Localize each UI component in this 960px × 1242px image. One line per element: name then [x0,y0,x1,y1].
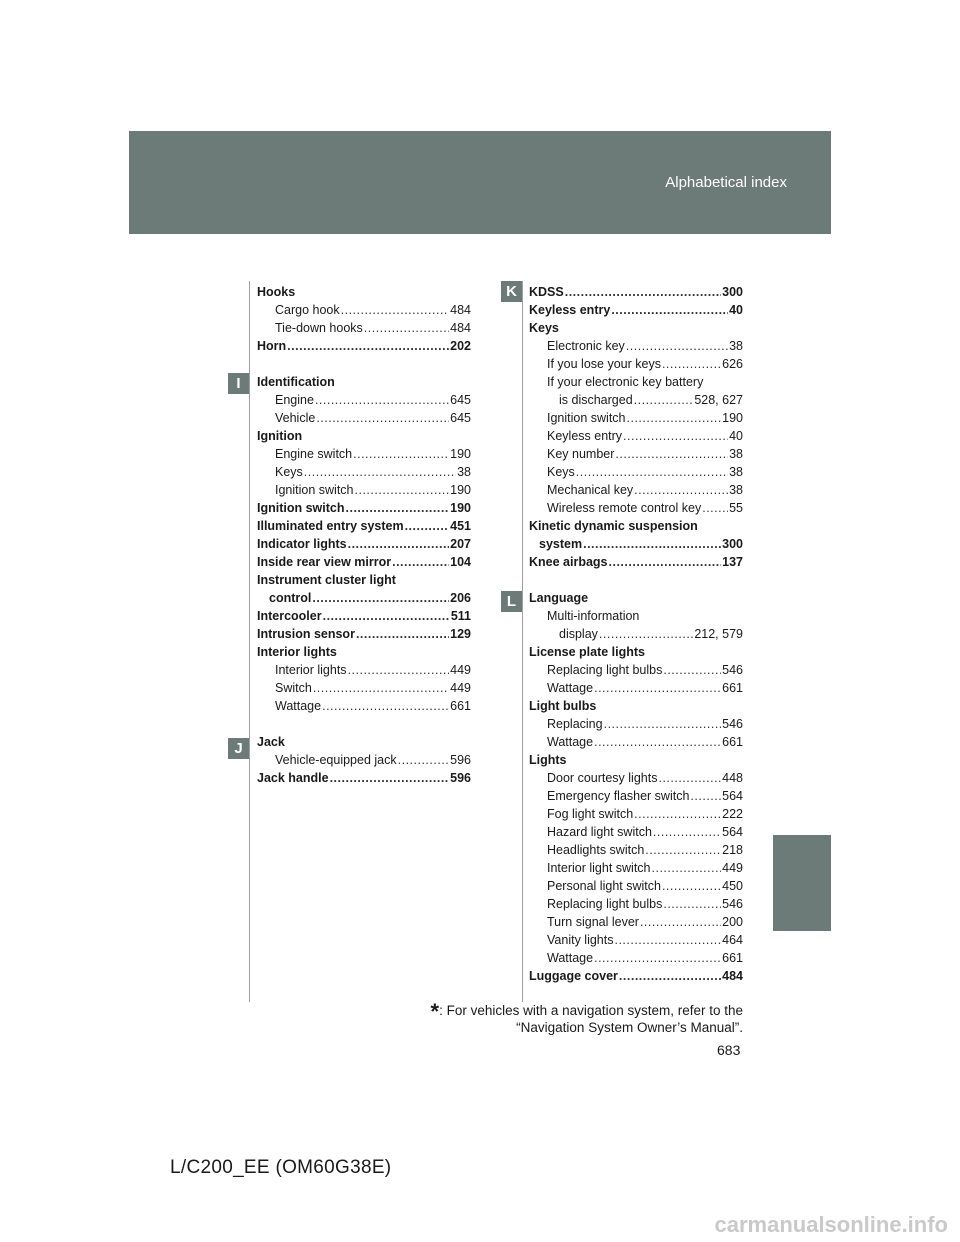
index-heading: Keys [529,321,559,335]
index-entry[interactable]: system ..... 300 [529,535,743,553]
index-entry[interactable]: Emergency flasher switch ..... 564 [529,787,743,805]
index-entry[interactable]: KDSS ..... 300 [529,283,743,301]
footnote-asterisk: * [430,999,440,1024]
index-entry[interactable]: Luggage cover ..... 484 [529,967,743,985]
index-entry[interactable]: Intrusion sensor ..... 129 [257,625,471,643]
index-entry[interactable]: Switch ..... 449 [257,679,471,697]
index-column-right [529,283,743,985]
index-entry[interactable]: Electronic key ..... 38 [529,337,743,355]
index-entry[interactable]: is discharged ..... 528, 627 [529,391,743,409]
index-entry[interactable]: Replacing light bulbs ..... 546 [529,661,743,679]
footnote-line-2: “Navigation System Owner’s Manual”. [516,1020,743,1035]
index-entry[interactable]: Wireless remote control key ..... 55 [529,499,743,517]
index-entry[interactable]: Wattage ..... 661 [529,679,743,697]
index-entry[interactable]: Headlights switch ..... 218 [529,841,743,859]
index-entry[interactable]: Vanity lights ..... 464 [529,931,743,949]
index-heading: License plate lights [529,645,646,659]
section-side-tab [773,835,831,931]
index-entry[interactable]: If you lose your keys ..... 626 [529,355,743,373]
index-entry[interactable]: Engine ..... 645 [257,391,471,409]
index-entry[interactable]: Cargo hook ..... 484 [257,301,471,319]
index-heading: Kinetic dynamic suspension [529,519,698,533]
index-entry[interactable]: Ignition switch ..... 190 [257,481,471,499]
index-heading: Lights [529,753,567,767]
index-entry[interactable]: Keyless entry ..... 40 [529,301,743,319]
index-heading: Hooks [257,285,296,299]
index-entry[interactable]: Knee airbags ..... 137 [529,553,743,571]
index-subheading: Multi-information [547,609,640,623]
footnote [430,999,743,1036]
index-entry[interactable]: control ..... 206 [257,589,471,607]
letter-marker-l: L [501,591,522,612]
letter-marker-i: I [228,373,249,394]
index-entry[interactable]: Mechanical key ..... 38 [529,481,743,499]
index-column-left [257,283,471,787]
index-entry[interactable]: Interior light switch ..... 449 [529,859,743,877]
index-entry[interactable]: Fog light switch ..... 222 [529,805,743,823]
header-band [129,131,831,234]
section-title: Alphabetical index [665,174,787,191]
index-entry[interactable]: Ignition switch ..... 190 [257,499,471,517]
index-entry[interactable]: Tie-down hooks ..... 484 [257,319,471,337]
index-heading: Instrument cluster light [257,573,396,587]
index-entry[interactable]: Key number ..... 38 [529,445,743,463]
index-entry[interactable]: Intercooler ..... 511 [257,607,471,625]
index-entry[interactable]: Ignition switch ..... 190 [529,409,743,427]
watermark: carmanualsonline.info [714,1212,948,1237]
document-code: L/C200_EE (OM60G38E) [170,1157,392,1178]
index-entry[interactable]: Vehicle-equipped jack ..... 596 [257,751,471,769]
index-entry[interactable]: Interior lights ..... 449 [257,661,471,679]
footnote-line-1: : For vehicles with a navigation system, refer to the [439,1003,743,1018]
index-entry[interactable]: Horn ..... 202 [257,337,471,355]
index-heading: Interior lights [257,645,337,659]
letter-marker-k: K [501,281,522,302]
index-entry[interactable]: Replacing ..... 546 [529,715,743,733]
index-entry[interactable]: Door courtesy lights ..... 448 [529,769,743,787]
index-entry[interactable]: Wattage ..... 661 [257,697,471,715]
index-heading: Light bulbs [529,699,597,713]
page-number: 683 [717,1042,741,1058]
index-entry[interactable]: Turn signal lever ..... 200 [529,913,743,931]
index-entry[interactable]: Keys ..... 38 [529,463,743,481]
index-entry[interactable]: Inside rear view mirror ..... 104 [257,553,471,571]
index-entry[interactable]: Hazard light switch ..... 564 [529,823,743,841]
index-entry[interactable]: Wattage ..... 661 [529,733,743,751]
index-entry[interactable]: Jack handle ..... 596 [257,769,471,787]
index-entry[interactable]: Personal light switch ..... 450 [529,877,743,895]
column-divider [249,281,250,1002]
index-heading: Ignition [257,429,303,443]
index-entry[interactable]: Indicator lights ..... 207 [257,535,471,553]
index-entry[interactable]: Engine switch ..... 190 [257,445,471,463]
index-entry[interactable]: Keys ..... 38 [257,463,471,481]
index-subheading: If your electronic key battery [547,375,704,389]
index-entry[interactable]: Wattage ..... 661 [529,949,743,967]
index-entry[interactable]: Replacing light bulbs ..... 546 [529,895,743,913]
column-divider [522,281,523,1002]
index-entry[interactable]: display ..... 212, 579 [529,625,743,643]
index-heading: Identification [257,375,335,389]
letter-marker-j: J [228,738,249,759]
index-entry[interactable]: Illuminated entry system ..... 451 [257,517,471,535]
index-entry[interactable]: Keyless entry ..... 40 [529,427,743,445]
index-entry[interactable]: Vehicle ..... 645 [257,409,471,427]
index-heading: Language [529,591,589,605]
index-heading: Jack [257,735,285,749]
